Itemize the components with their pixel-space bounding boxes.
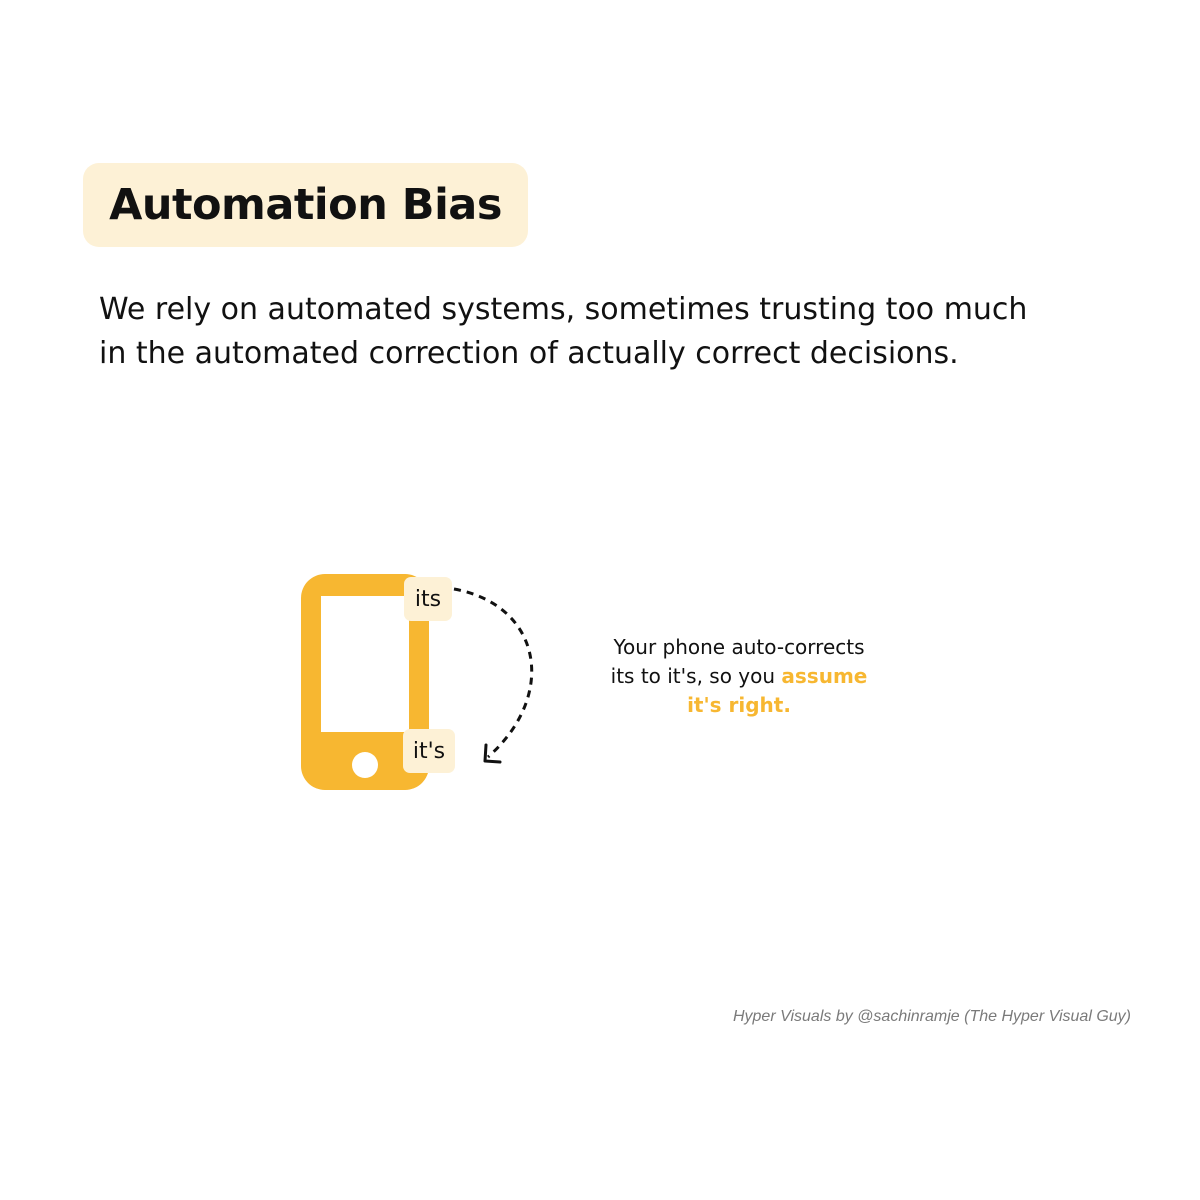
description-text: We rely on automated systems, sometimes trusting too much in the automated correction of actually correct decisions.	[99, 292, 1028, 371]
title-badge	[83, 163, 528, 247]
autocorrect-illustration	[290, 565, 560, 805]
word-before-label: its	[404, 577, 452, 621]
caption-plain-text: Your phone auto-corrects its to it's, so you	[610, 635, 865, 688]
caption-highlight-text: assume it's right.	[687, 664, 868, 717]
word-after-label: it's	[403, 729, 455, 773]
dashed-curved-arrow-icon	[454, 589, 532, 762]
caption-text	[600, 633, 878, 720]
page-title: Automation Bias	[109, 180, 502, 230]
credit-line: Hyper Visuals by @sachinramje (The Hyper Visual Guy)	[732, 1008, 1131, 1025]
